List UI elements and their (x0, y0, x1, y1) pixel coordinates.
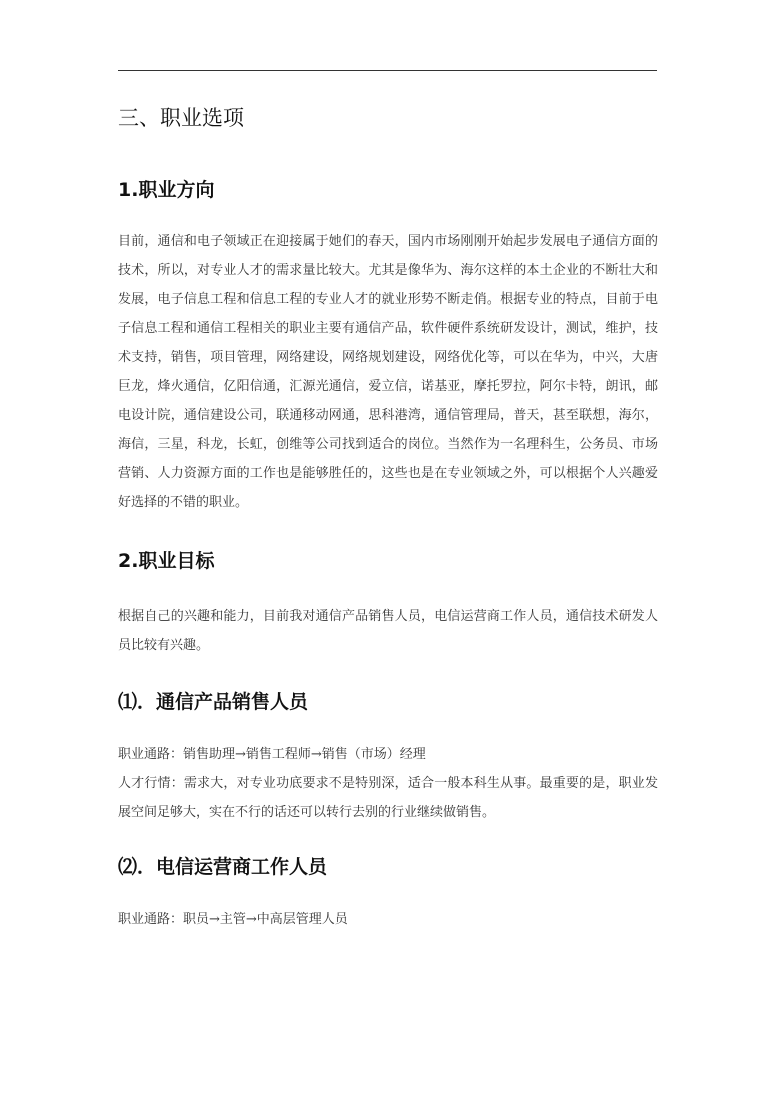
sales-market-outlook: 人才行情：需求大，对专业功底要求不是特别深，适合一般本科生从事。最重要的是，职业发展空间足够大，实在不行的话还可以转行去别的行业继续做销售。 (118, 776, 658, 820)
operator-career-path: 职业通路：职员→主管→中高层管理人员 (118, 912, 348, 927)
career-goal-heading: 2.职业目标 (118, 550, 215, 572)
sales-heading: ⑴．通信产品销售人员 (118, 691, 309, 713)
sales-career-path: 职业通路：销售助理→销售工程师→销售（市场）经理 (118, 747, 426, 762)
document-body (118, 96, 658, 934)
career-direction-heading: 1.职业方向 (118, 179, 215, 201)
sales-details (118, 740, 658, 827)
section-title: 三、职业选项 (118, 106, 244, 130)
career-goal-paragraph: 根据自己的兴趣和能力，目前我对通信产品销售人员，电信运营商工作人员，通信技术研发人员比较有兴趣。 (118, 609, 658, 653)
career-direction-paragraph: 目前，通信和电子领域正在迎接属于她们的春天，国内市场刚刚开始起步发展电子通信方面的技术，所以，对专业人才的需求量比较大。尤其是像华为、海尔这样的本土企业的不断壮大和发展，电子信息工程和信息工程的专业人才的就业形势不断走俏。根据专业的特点，目前于电子信息工程和通信工程相关的职业主要有通信产品，软件硬件系统研发设计，测试，维护，技术支持，销售，项目管理，网络建设，网络规划建设，网络优化等，可以在华为，中兴，大唐巨龙，烽火通信，亿阳信通，汇源光通信，爱立信，诺基亚，摩托罗拉，阿尔卡特，朗讯，邮电设计院，通信建设公司，联通移动网通，思科港湾，通信管理局，普天，甚至联想，海尔，海信，三星，科龙，长虹，创维等公司找到适合的岗位。当然作为一名理科生，公务员、市场营销、人力资源方面的工作也是能够胜任的，这些也是在专业领域之外，可以根据个人兴趣爱好选择的不错的职业。 (118, 234, 658, 510)
operator-details (118, 905, 658, 934)
operator-heading: ⑵．电信运营商工作人员 (118, 856, 328, 878)
header-rule (118, 70, 657, 71)
